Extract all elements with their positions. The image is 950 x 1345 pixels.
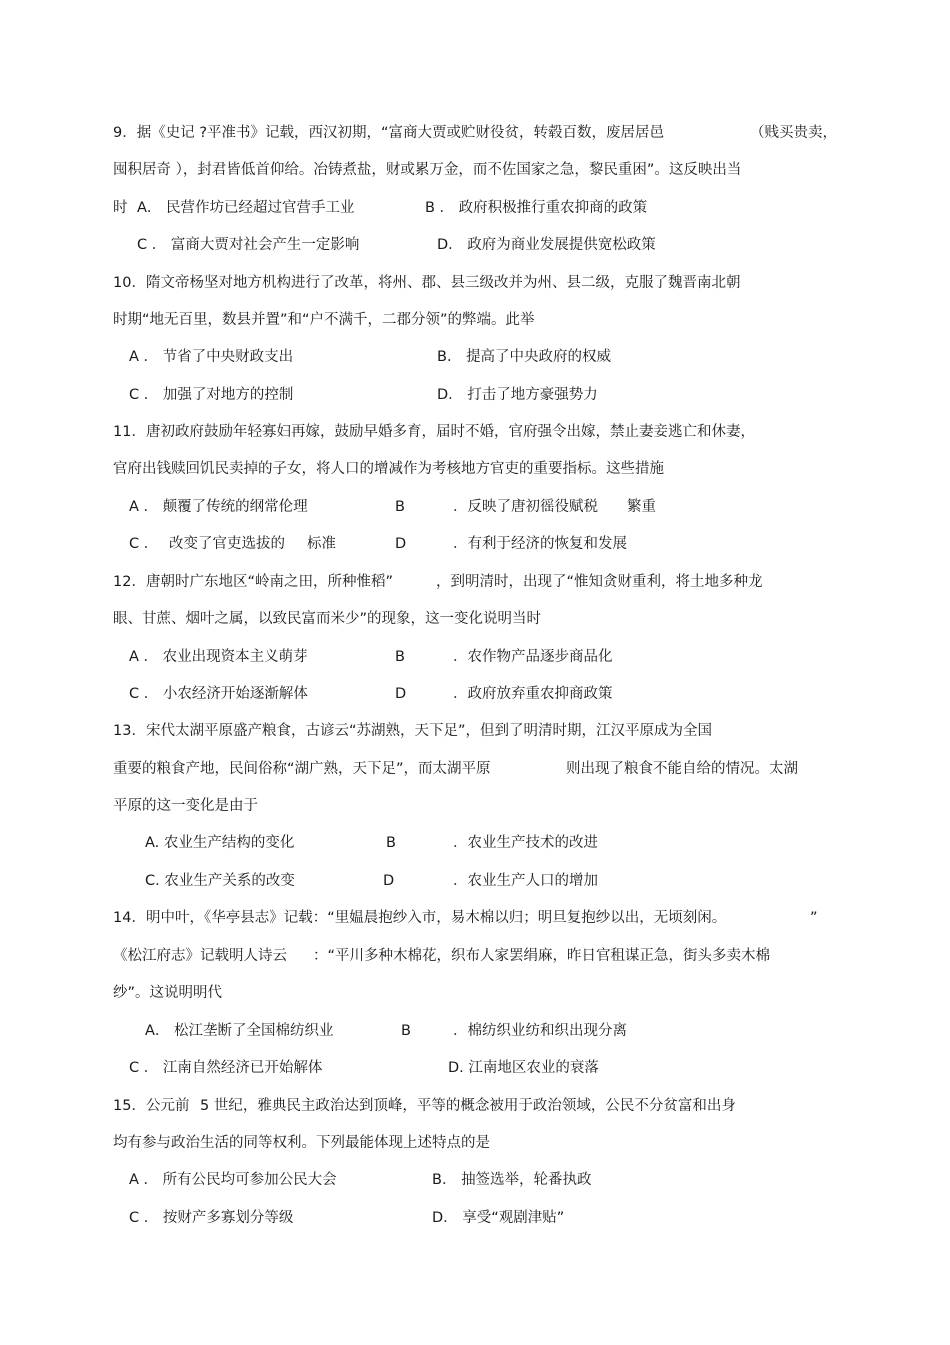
- option-letter: D．: [432, 1210, 458, 1226]
- question-11-option-a[interactable]: [129, 497, 308, 517]
- question-13-stem-line-1: 13．宋代太湖平原盛产粮食，古谚云“苏湖熟，天下足”，但到了明清时期，江汉平原成为全国: [113, 723, 712, 739]
- question-10-stem-line-1: 10．隋文帝杨坚对地方机构进行了改革，将州、郡、县三级改并为州、县二级，克服了魏晋南北朝: [113, 275, 741, 291]
- option-text: 享受“观剧津贴”: [462, 1210, 565, 1226]
- question-15-option-d[interactable]: [432, 1208, 564, 1228]
- question-12-stem-line-1: 12．唐朝时广东地区“岭南之田，所种惟稻”: [113, 574, 393, 590]
- question-15-stem-line-2: 均有参与政治生活的同等权利。下列最能体现上述特点的是: [113, 1135, 490, 1151]
- option-letter: B ．: [425, 200, 455, 216]
- option-text: 节省了中央财政支出: [162, 349, 294, 365]
- option-letter: C ．: [137, 237, 167, 253]
- option-text: 打击了地方豪强势力: [467, 387, 598, 403]
- option-letter: A．: [145, 1023, 170, 1039]
- question-14-stem-line-1: 14．明中叶，《华亭县志》记载：“里媪晨抱纱入市，易木棉以归；明旦复抱纱以出，无顷刻闲。: [113, 910, 727, 926]
- question-10-option-d[interactable]: [437, 385, 598, 405]
- option-letter: A．: [137, 200, 162, 216]
- question-12-stem-line-1-continued: ，到明清时，出现了“惟知贪财重利，将土地多种龙: [436, 574, 763, 590]
- option-text: 富商大贾对社会产生一定影响: [170, 237, 360, 253]
- option-text: ．农业生产技术的改进: [453, 835, 598, 851]
- option-text: 所有公民均可参加公民大会: [162, 1172, 337, 1188]
- option-text: 按财产多寡划分等级: [162, 1210, 294, 1226]
- option-text: 民营作坊已经超过官营手工业: [166, 200, 355, 216]
- option-letter: A ．: [129, 1172, 159, 1188]
- option-text: ．政府放弃重农抑商政策: [453, 686, 613, 702]
- question-14-option-a[interactable]: [145, 1021, 334, 1041]
- option-letter: D．: [437, 237, 463, 253]
- question-12-stem-line-2: 眼、甘蔗、烟叶之属，以致民富而米少”的现象，这一变化说明当时: [113, 611, 542, 627]
- option-letter: C ．: [129, 1210, 159, 1226]
- option-text: 小农经济开始逐渐解体: [162, 686, 308, 702]
- question-14-stem-line-2: 《松江府志》记载明人诗云: [113, 948, 287, 964]
- question-12-option-a[interactable]: [129, 647, 308, 667]
- option-text: 加强了对地方的控制: [162, 387, 294, 403]
- question-9-stem-note: （贱买贵卖，: [750, 125, 837, 141]
- option-letter: B: [395, 649, 405, 665]
- option-text: ．有利于经济的恢复和发展: [453, 536, 627, 552]
- option-letter: D: [395, 536, 407, 552]
- option-text: 农业生产关系的改变: [164, 873, 295, 889]
- question-14-option-d[interactable]: [448, 1058, 599, 1078]
- question-13-stem-line-3: 平原的这一变化是由于: [113, 798, 258, 814]
- option-text: 江南地区农业的衰落: [468, 1060, 599, 1076]
- question-14-stem-closing-quote: ”: [810, 910, 818, 926]
- option-text: 提高了中央政府的权威: [466, 349, 612, 365]
- question-12-option-c[interactable]: [129, 684, 308, 704]
- option-letter: A ．: [129, 349, 159, 365]
- question-9-option-b[interactable]: [425, 198, 647, 218]
- option-text: ．农业生产人口的增加: [453, 873, 598, 889]
- question-11-stem-line-2: 官府出钱赎回饥民卖掉的子女，将人口的增减作为考核地方官吏的重要指标。这些措施: [113, 461, 664, 477]
- question-15-option-c[interactable]: [129, 1208, 293, 1228]
- option-text-continued: 标准: [307, 536, 336, 552]
- option-letter: C ．: [129, 686, 159, 702]
- question-10-stem-line-2: 时期“地无百里，数县并置”和“户不满千，二郡分领”的弊端。此举: [113, 312, 535, 328]
- option-letter: B．: [437, 349, 462, 365]
- question-15-stem-line-1-continued: 5 世纪，雅典民主政治达到顶峰，平等的概念被用于政治领域，公民不分贫富和出身: [200, 1098, 736, 1114]
- option-text: 松江垄断了全国棉纺织业: [174, 1023, 334, 1039]
- question-9-option-a[interactable]: [137, 198, 355, 218]
- option-letter: A ．: [129, 649, 159, 665]
- option-text-continued: 繁重: [627, 499, 656, 515]
- option-text: 颠覆了传统的纲常伦理: [162, 499, 308, 515]
- question-10-option-a[interactable]: [129, 347, 293, 367]
- question-13-stem-line-2: 重要的粮食产地，民间俗称“湖广熟，天下足”，而太湖平原: [113, 761, 491, 777]
- option-text: 抽签选举，轮番执政: [461, 1172, 592, 1188]
- option-letter: B: [401, 1023, 411, 1039]
- option-letter: D: [383, 873, 395, 889]
- question-10-option-c[interactable]: [129, 385, 293, 405]
- question-13-option-a[interactable]: [145, 833, 294, 853]
- question-11-stem-line-1: 11．唐初政府鼓励年轻寡妇再嫁，鼓励早婚多育，届时不婚，官府强令出嫁，禁止妻妾逃亡和休妻，: [113, 424, 755, 440]
- question-9-option-c[interactable]: [137, 235, 359, 255]
- question-13-option-c[interactable]: [145, 871, 295, 891]
- option-letter: D．: [437, 387, 463, 403]
- option-letter: B: [386, 835, 396, 851]
- question-10-option-b[interactable]: [437, 347, 611, 367]
- question-14-stem-line-2-continued: ：“平川多种木棉花，织布人家罢绢麻，昨日官租谋正急，街头多卖木棉: [313, 948, 771, 964]
- option-letter: A ．: [129, 499, 159, 515]
- option-letter: C.: [145, 873, 160, 889]
- option-text: 政府积极推行重农抑商的政策: [458, 200, 648, 216]
- option-letter: D: [395, 686, 407, 702]
- option-letter: C ．: [129, 1060, 159, 1076]
- question-9-stem-line-3: 时: [113, 200, 128, 216]
- question-15-stem-line-1: 15．公元前: [113, 1098, 190, 1114]
- question-14-stem-line-3: 纱”。这说明明代: [113, 985, 223, 1001]
- option-text: 农业出现资本主义萌芽: [162, 649, 308, 665]
- option-text: 改变了官吏选拔的: [169, 536, 285, 552]
- question-13-stem-line-2-continued: 则出现了粮食不能自给的情况。太湖: [566, 761, 798, 777]
- question-9-stem-line-2: 囤积居奇 ），封君皆低首仰给。冶铸煮盐，财或累万金，而不佐国家之急，黎民重困”。这反映出当: [113, 162, 742, 178]
- question-14-option-c[interactable]: [129, 1058, 322, 1078]
- option-text: ．农作物产品逐步商品化: [453, 649, 613, 665]
- option-text: 江南自然经济已开始解体: [162, 1060, 323, 1076]
- question-9-stem-line-1: 9．据《史记 ?平准书》记载，西汉初期，“富商大贾或贮财役贫，转毂百数，废居居邑: [113, 125, 665, 141]
- question-15-option-a[interactable]: [129, 1170, 337, 1190]
- option-letter: C ．: [129, 536, 159, 552]
- option-letter: B: [395, 499, 405, 515]
- option-text: ．棉纺织业纺和织出现分离: [453, 1023, 627, 1039]
- option-letter: D.: [448, 1060, 464, 1076]
- option-text: ．反映了唐初徭役赋税: [453, 499, 598, 515]
- option-letter: A.: [145, 835, 160, 851]
- question-9-option-d[interactable]: [437, 235, 656, 255]
- question-15-option-b[interactable]: [432, 1170, 592, 1190]
- option-text: 政府为商业发展提供宽松政策: [467, 237, 656, 253]
- option-letter: C ．: [129, 387, 159, 403]
- option-letter: B．: [432, 1172, 457, 1188]
- option-text: 农业生产结构的变化: [163, 835, 295, 851]
